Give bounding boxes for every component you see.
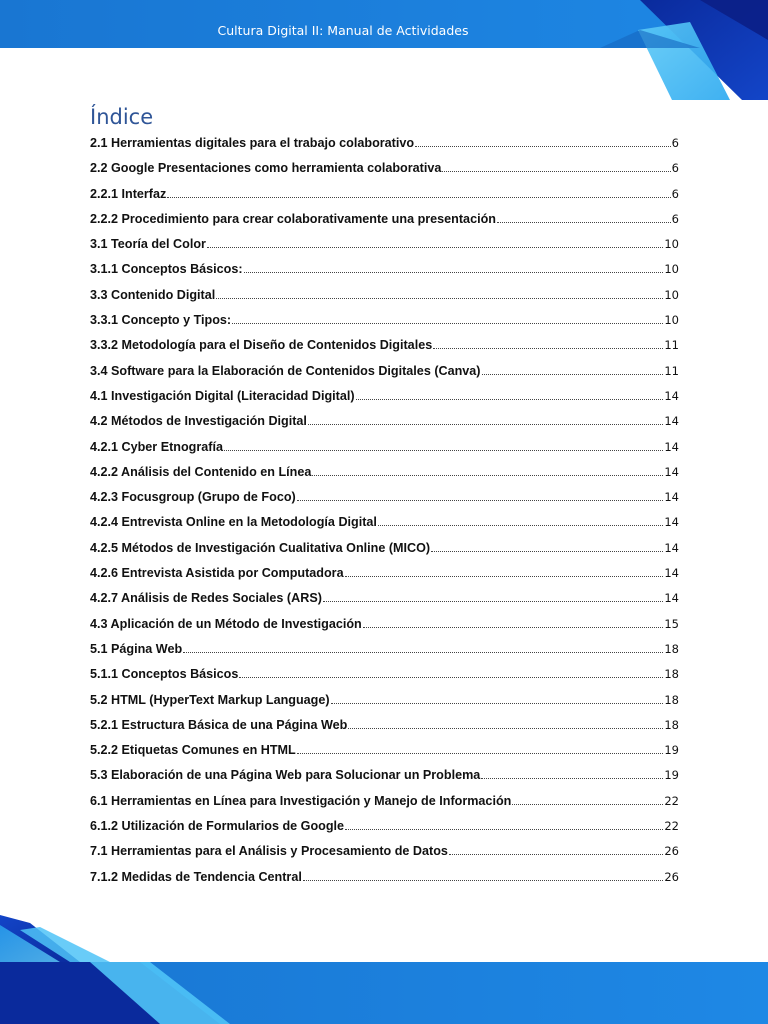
toc-dot-leader [497, 222, 671, 223]
toc-dot-leader [303, 880, 664, 881]
toc-dot-leader [481, 778, 663, 779]
toc-entry-page: 11 [664, 338, 679, 353]
toc-dot-leader [183, 652, 663, 653]
toc-entry[interactable] [90, 641, 679, 666]
toc-entry[interactable] [90, 616, 679, 641]
toc-entry[interactable] [90, 767, 679, 792]
toc-entry-page: 22 [664, 819, 679, 834]
toc-entry-label: 5.2.1 Estructura Básica de una Página Web [90, 717, 348, 732]
toc-entry-page: 18 [664, 667, 679, 682]
toc-entry[interactable] [90, 337, 679, 362]
toc-entry-label: 6.1 Herramientas en Línea para Investigación y Manejo de Información [90, 793, 512, 808]
toc-entry-page: 14 [664, 388, 679, 403]
toc-dot-leader [224, 450, 663, 451]
toc-entry-label: 4.2.7 Análisis de Redes Sociales (ARS) [90, 591, 322, 606]
toc-entry-label: 5.2 HTML (HyperText Markup Language) [90, 692, 330, 707]
header-band [0, 0, 768, 100]
toc-entry-page: 19 [664, 743, 679, 758]
toc-entry[interactable] [90, 160, 679, 185]
toc-entry[interactable] [90, 843, 679, 868]
toc-dot-leader [207, 247, 663, 248]
toc-entry-page: 14 [664, 439, 679, 454]
toc-entry[interactable] [90, 742, 679, 767]
toc-dot-leader [442, 171, 670, 172]
toc-entry[interactable] [90, 312, 679, 337]
toc-entry[interactable] [90, 211, 679, 236]
toc-dot-leader [216, 298, 663, 299]
toc-entry-label: 2.1 Herramientas digitales para el trabajo colaborativo [90, 136, 415, 150]
toc-entry-label: 4.2.6 Entrevista Asistida por Computadora [90, 566, 344, 581]
toc-entry-label: 3.3.1 Concepto y Tipos: [90, 313, 232, 328]
toc-entry-label: 5.2.2 Etiquetas Comunes en HTML [90, 743, 296, 758]
toc-entry-label: 3.1 Teoría del Color [90, 237, 206, 252]
toc-dot-leader [167, 197, 670, 198]
toc-entry-page: 10 [664, 313, 679, 328]
toc-entry[interactable] [90, 514, 679, 539]
toc-dot-leader [348, 728, 663, 729]
toc-entry-label: 2.2.2 Procedimiento para crear colaborativamente una presentación [90, 211, 496, 226]
toc-dot-leader [297, 753, 664, 754]
toc-entry[interactable] [90, 489, 679, 514]
toc-entry[interactable] [90, 717, 679, 742]
toc-entry-label: 4.3 Aplicación de un Método de Investigación [90, 616, 362, 631]
header-title: Cultura Digital II: Manual de Actividades [217, 23, 469, 38]
toc-dot-leader [512, 804, 663, 805]
toc-dot-leader [482, 374, 664, 375]
toc-dot-leader [239, 677, 663, 678]
toc-entry-label: 3.3 Contenido Digital [90, 287, 216, 302]
toc-dot-leader [378, 525, 663, 526]
toc-dot-leader [345, 829, 663, 830]
toc-entry[interactable] [90, 413, 679, 438]
toc-entry[interactable] [90, 666, 679, 691]
toc-entry-label: 4.1 Investigación Digital (Literacidad Digital) [90, 388, 355, 403]
toc-dot-leader [449, 854, 663, 855]
toc-entry[interactable] [90, 261, 679, 286]
toc-entry[interactable] [90, 363, 679, 388]
toc-entry-page: 10 [664, 287, 679, 302]
toc-entry[interactable] [90, 464, 679, 489]
toc-entry[interactable] [90, 388, 679, 413]
toc-entry[interactable] [90, 135, 679, 160]
toc-entry-page: 14 [664, 515, 679, 530]
toc-entry-label: 7.1 Herramientas para el Análisis y Procesamiento de Datos [90, 844, 448, 859]
toc-entry-page: 10 [664, 262, 679, 277]
toc-entry-label: 4.2.2 Análisis del Contenido en Línea [90, 464, 312, 479]
toc-entry-label: 5.3 Elaboración de una Página Web para Solucionar un Problema [90, 768, 481, 783]
toc-entry-page: 18 [664, 692, 679, 707]
toc-entry-page: 11 [664, 363, 679, 378]
toc-entry-page: 14 [664, 566, 679, 581]
toc-dot-leader [356, 399, 664, 400]
toc-dot-leader [232, 323, 663, 324]
toc-entry-page: 14 [664, 540, 679, 555]
toc-entry-label: 6.1.2 Utilización de Formularios de Google [90, 819, 345, 834]
toc-entry-label: 5.1.1 Conceptos Básicos [90, 667, 239, 682]
toc-entry-label: 3.3.2 Metodología para el Diseño de Contenidos Digitales [90, 338, 433, 353]
toc-dot-leader [331, 703, 664, 704]
toc-entry-label: 3.4 Software para la Elaboración de Contenidos Digitales (Canva) [90, 363, 481, 378]
toc-dot-leader [323, 601, 663, 602]
toc-entry-page: 26 [664, 844, 679, 859]
toc-dot-leader [345, 576, 664, 577]
toc-entry-label: 2.2.1 Interfaz [90, 186, 167, 201]
footer-band [0, 905, 768, 1024]
toc-entry-page: 14 [664, 464, 679, 479]
toc-entry-page: 15 [664, 616, 679, 631]
toc-dot-leader [431, 551, 663, 552]
toc-entry-page: 6 [671, 211, 679, 226]
toc-entry[interactable] [90, 439, 679, 464]
toc-entry-page: 18 [664, 717, 679, 732]
table-of-contents [90, 135, 679, 894]
toc-entry[interactable] [90, 692, 679, 717]
toc-entry-page: 6 [671, 161, 679, 176]
toc-entry[interactable] [90, 540, 679, 565]
toc-entry-page: 14 [664, 490, 679, 505]
index-title: Índice [90, 105, 154, 129]
toc-entry-label: 5.1 Página Web [90, 641, 183, 656]
toc-entry[interactable] [90, 287, 679, 312]
toc-dot-leader [312, 475, 663, 476]
toc-entry-page: 14 [664, 591, 679, 606]
toc-entry-label: 4.2 Métodos de Investigación Digital [90, 414, 307, 429]
toc-entry-page: 18 [664, 641, 679, 656]
toc-entry-label: 4.2.1 Cyber Etnografía [90, 439, 223, 454]
toc-dot-leader [244, 272, 664, 273]
toc-dot-leader [308, 424, 663, 425]
toc-entry[interactable] [90, 186, 679, 211]
toc-entry[interactable] [90, 236, 679, 261]
toc-dot-leader [433, 348, 663, 349]
toc-entry-label: 4.2.4 Entrevista Online en la Metodología Digital [90, 515, 377, 530]
toc-entry-page: 6 [671, 136, 679, 150]
toc-entry-page: 6 [671, 186, 679, 201]
toc-entry[interactable] [90, 565, 679, 590]
toc-entry-label: 4.2.3 Focusgroup (Grupo de Foco) [90, 490, 296, 505]
toc-entry-label: 2.2 Google Presentaciones como herramienta colaborativa [90, 161, 442, 176]
toc-entry-page: 26 [664, 869, 679, 884]
toc-entry[interactable] [90, 590, 679, 615]
toc-entry-page: 10 [664, 237, 679, 252]
toc-entry[interactable] [90, 818, 679, 843]
toc-dot-leader [297, 500, 664, 501]
toc-entry-page: 19 [664, 768, 679, 783]
toc-entry-page: 14 [664, 414, 679, 429]
toc-entry-label: 7.1.2 Medidas de Tendencia Central [90, 869, 302, 884]
toc-dot-leader [415, 146, 671, 147]
toc-entry[interactable] [90, 793, 679, 818]
toc-entry[interactable] [90, 869, 679, 894]
toc-dot-leader [363, 627, 664, 628]
toc-entry-label: 3.1.1 Conceptos Básicos: [90, 262, 243, 277]
toc-entry-label: 4.2.5 Métodos de Investigación Cualitativa Online (MICO) [90, 540, 431, 555]
toc-entry-page: 22 [664, 793, 679, 808]
